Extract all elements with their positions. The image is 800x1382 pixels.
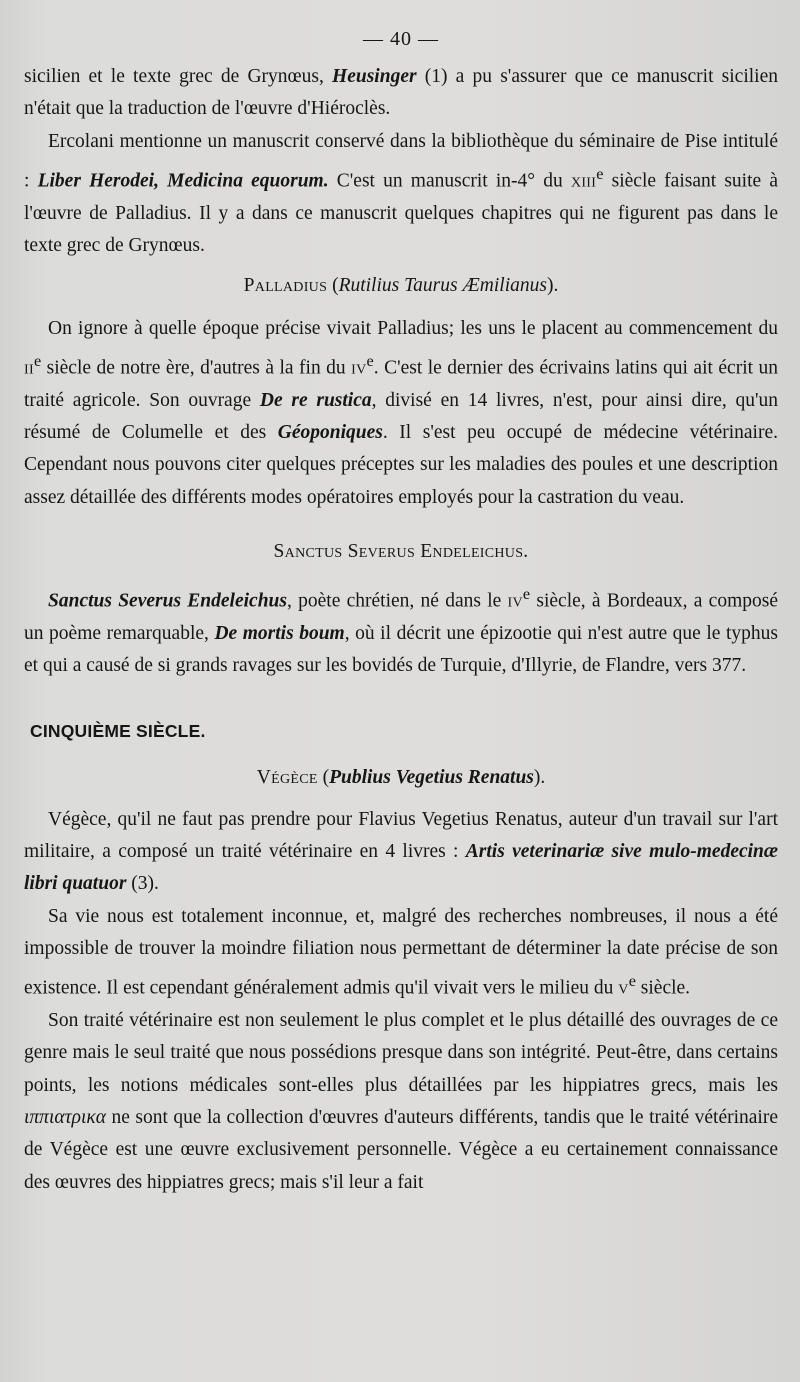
roman-numeral: xiii [570,170,597,192]
author-name: Heusinger [332,66,417,87]
heading-vegece [24,762,778,794]
text-run: siècle de notre ère, d'autres à la fin du [41,357,352,379]
heading-name: Palladius [243,275,328,297]
text-run: (3). [126,873,159,895]
text-run: , où il décrit une épizootie qui n'est autre que le typhus et qui a causé de si grands ravages sur les bovidés de Turquie, d'Illyrie, de Flandre, vers 377. [24,622,778,677]
text-run: sicilien et le texte grec de Grynœus, [24,66,333,87]
work-title: De re rustica [259,389,372,411]
text-run: siècle, à Bordeaux, a composé un poème remarquable, [24,590,778,644]
roman-numeral: v [618,977,629,999]
superscript: e [33,351,42,370]
paragraph-grynoeus [24,61,778,126]
superscript: e [366,351,374,370]
roman-numeral: iv [507,590,523,612]
work-title: Artis veterinariæ sive mulo-medecinæ libri quatuor [24,841,778,895]
paragraph-palladius [24,313,778,514]
paragraph-vegece-treatise [24,1005,778,1199]
text-run: Ercolani mentionne un manuscrit conservé dans la bibliothèque du séminaire de Pise intitulé : [24,130,778,192]
heading-fullname: Rutilius Taurus Æmilianus [338,275,547,297]
paragraph-vegece-life [24,901,778,1005]
text-run: (1) a pu s'assurer que ce manuscrit sicilien n'était que la traduction de l'œuvre d'Hiéroclès. [24,66,778,120]
text-run: ne sont que la collection d'œuvres d'auteurs différents, tandis que le traité vétérinaire de Végèce est une œuvre exclusivement personnelle. Végèce a eu certainement connaissance des œuvres des hippiatres grecs; mais s'il leur a fait [24,1107,778,1193]
paragraph-sanctus [24,578,778,682]
text-run: Son traité vétérinaire est non seulement le plus complet et le plus détaillé des ouvrages de ce genre mais le seul traité que nous possédions presque dans son intégrité. Peut-être, dans certains points, les notions médicales sont-elles plus détaillées par les hippiatres grecs, mais les [24,1010,778,1096]
page-number: — 40 — [363,28,439,50]
text-run: , poète chrétien, né dans le [286,590,508,612]
superscript: e [628,972,636,991]
paren-open: ( [317,766,330,788]
paragraph-vegece-intro [24,804,778,901]
text-run: siècle faisant suite à l'œuvre de Palladius. Il y a dans ce manuscrit quelques chapitres qui ne figurent pas dans le texte grec de Grynœus. [24,170,778,256]
manuscript-title: Liber Herodei, Medicina equorum. [37,170,329,192]
heading-sanctus: Sanctus Severus Endeleichus. [273,540,529,562]
superscript: e [596,164,604,183]
paren-close: ). [533,766,546,788]
text-run: , divisé en 14 livres, n'est, pour ainsi dire, qu'un résumé de Columelle et des [24,389,778,443]
section-heading-cinquieme-siecle: CINQUIÈME SIÈCLE. [30,720,206,741]
text-run: . Il s'est peu occupé de médecine vétérinaire. Cependant nous pouvons citer quelques préceptes sur les maladies des poules et une description assez détaillée des différents modes opératoires employés pour la castration du veau. [24,421,778,508]
roman-numeral: iv [351,357,367,379]
text-run: Végèce, qu'il ne faut pas prendre pour Flavius Vegetius Renatus, auteur d'un travail sur l'art militaire, a composé un traité vétérinaire en 4 livres : [24,808,778,863]
work-title: De mortis boum [214,622,345,644]
paren-open: ( [327,275,339,297]
text-run: . C'est le dernier des écrivains latins qui ait écrit un traité agricole. Son ouvrage [24,357,778,411]
greek-word: ιππιατρικα [24,1107,106,1129]
text-run: On ignore à quelle époque précise vivait Palladius; les uns le placent au commencement du [48,317,778,339]
text-run: C'est un manuscrit in-4° du [328,170,571,192]
paragraph-ercolani [24,126,778,263]
author-name: Sanctus Severus Endeleichus [48,590,287,612]
paren-close: ). [546,275,559,297]
text-run: Sa vie nous est totalement inconnue, et, malgré des recherches nombreuses, il nous a été impossible de trouver la moindre filiation nous permettant de déterminer la date précise de son existence. Il est cependant généralement admis qu'il vivait vers le milieu du [24,905,778,999]
text-run: siècle. [635,977,691,999]
heading-fullname: Publius Vegetius Renatus [329,766,534,788]
work-title: Géoponiques [277,421,383,443]
heading-name: Végèce [256,766,318,788]
heading-palladius [24,270,778,302]
superscript: e [522,585,531,604]
roman-numeral: ii [24,357,34,379]
